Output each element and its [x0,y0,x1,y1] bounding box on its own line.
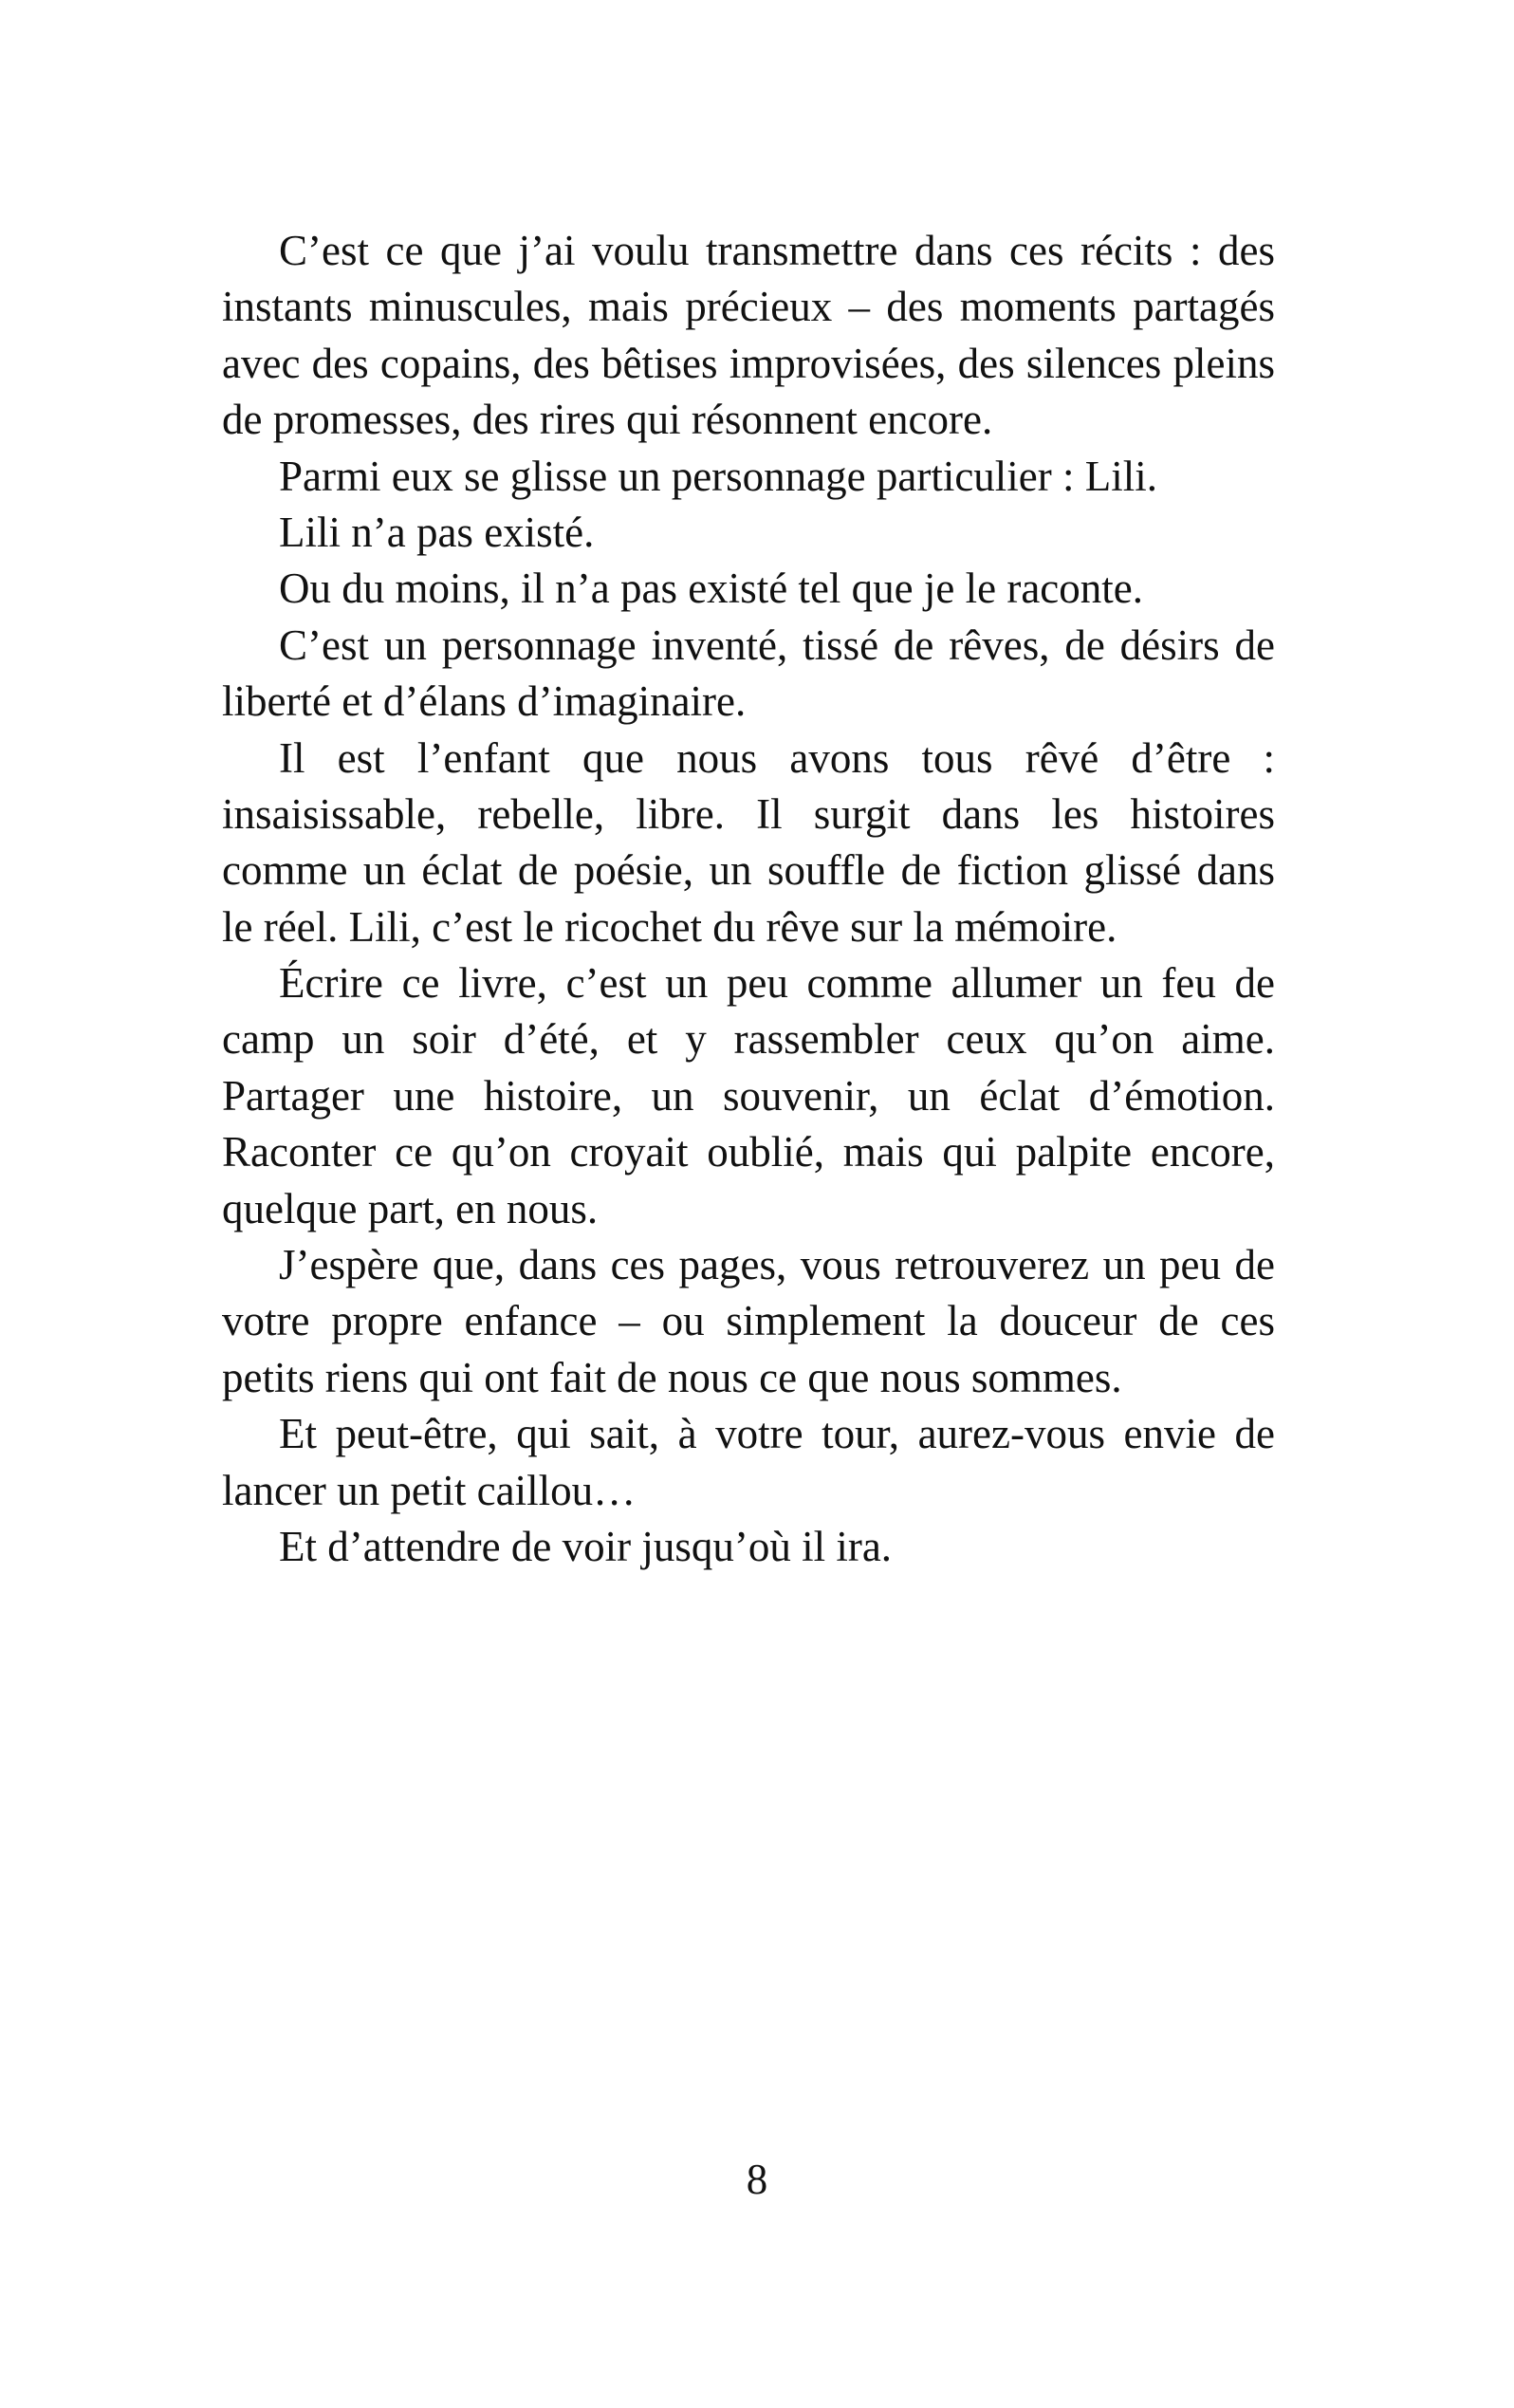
text-line: Écrire ce livre, c’est un peu comme allumer un feu de [279,959,1275,1008]
body-text [222,223,1275,1575]
text-line: insaisissable, rebelle, libre. Il surgit dans les histoires [222,789,1275,838]
text-line: le réel. Lili, c’est le ricochet du rêve sur la mémoire. [222,902,1117,951]
paragraph [222,618,1275,731]
paragraph [222,561,1275,617]
text-line: petits riens qui ont fait de nous ce que nous sommes. [222,1353,1122,1401]
paragraph [222,1237,1275,1406]
text-line: liberté et d’élans d’imaginaire. [222,677,747,726]
text-line: instants minuscules, mais précieux – des moments partagés [222,283,1275,331]
text-line: votre propre enfance – ou simplement la douceur de ces [222,1297,1275,1345]
text-line: Ou du moins, il n’a pas existé tel que je le raconte. [279,565,1143,613]
text-line: Raconter ce qu’on croyait oublié, mais qui palpite encore, [222,1128,1275,1176]
text-line: C’est un personnage inventé, tissé de rêves, de désirs de [279,621,1275,669]
text-line: quelque part, en nous. [222,1184,599,1232]
text-line: de promesses, des rires qui résonnent encore. [222,396,993,444]
paragraph [222,449,1275,505]
text-line: avec des copains, des bêtises improvisées, des silences pleins [222,339,1275,387]
paragraph [222,731,1275,956]
text-line: J’espère que, dans ces pages, vous retrouverez un peu de [279,1241,1275,1289]
text-line: Et d’attendre de voir jusqu’où il ira. [279,1522,893,1570]
text-line: Et peut-être, qui sait, à votre tour, aurez-vous envie de [279,1410,1275,1458]
text-line: Lili n’a pas existé. [279,508,595,556]
paragraph [222,505,1275,561]
text-line: camp un soir d’été, et y rassembler ceux qu’on aime. [222,1015,1275,1064]
paragraph [222,1519,1275,1575]
text-line: Parmi eux se glisse un personnage particulier : Lili. [279,452,1158,500]
text-line: Il est l’enfant que nous avons tous rêvé d’être : [279,733,1275,782]
paragraph [222,223,1275,449]
text-line: lancer un petit caillou… [222,1466,637,1514]
text-line: Partager une histoire, un souvenir, un éclat d’émotion. [222,1071,1275,1120]
text-line: C’est ce que j’ai voulu transmettre dans ces récits : des [279,227,1275,274]
paragraph [222,1406,1275,1519]
page-number: 8 [746,2156,768,2203]
paragraph [222,955,1275,1237]
text-line: comme un éclat de poésie, un souffle de fiction glissé dans [222,846,1275,895]
